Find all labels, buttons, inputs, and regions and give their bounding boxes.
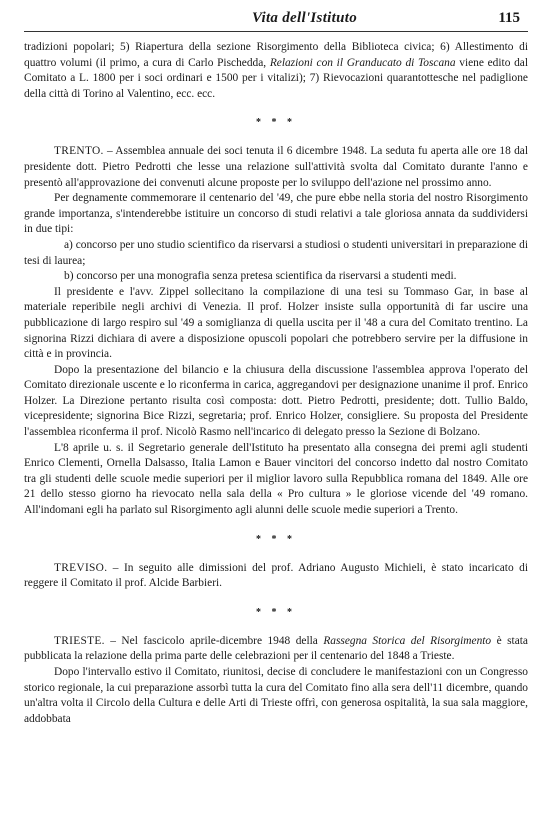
trento-paragraph-2: Per degnamente commemorare il centenario del '49, che pure ebbe nella storia del nostro Risorgimento grande importanza, s'intenderebbe istituire un concorso di studi relativi a tale gloriosa annata da suddividersi in due tipi: — [24, 192, 528, 236]
intro-paragraph — [24, 40, 528, 102]
trieste-text-1b: è stata pubblicata la relazione della prima parte delle celebrazioni per il centenario del 1848 a Trieste. — [24, 634, 528, 663]
intro-italic-title: Relazioni con il Granducato di Toscana — [269, 56, 456, 69]
trieste-paragraph-1 — [24, 634, 528, 665]
section-separator: * * * — [256, 533, 296, 545]
section-trieste — [24, 634, 528, 728]
treviso-text: – In seguito alle dimissioni del prof. Adriano Augusto Michieli, è stato incaricato di reggere il Comitato il prof. Alcide Barbieri. — [24, 561, 528, 590]
trieste-heading: TRIESTE. — [54, 634, 105, 647]
trieste-italic-title: Rassegna Storica del Risorgimento — [323, 634, 492, 647]
section-separator: * * * — [256, 117, 296, 129]
header-rule — [24, 31, 528, 32]
trento-item-a: a) concorso per uno studio scientifico da riservarsi a studiosi o studenti universitari in preparazione di tesi di laurea; — [24, 238, 528, 267]
section-separator: * * * — [256, 606, 296, 618]
intro-text-1: tradizioni popolari; 5) Riapertura della sezione Risorgimento della Biblioteca civica; 6) Allestimento di quattro volumi (il primo, a cura di Carlo Pischedda, — [24, 41, 528, 69]
trento-item-b: b) concorso per una monografia senza pretesa scientifica da riservarsi a studenti medi. — [64, 270, 457, 283]
treviso-paragraph — [24, 561, 528, 592]
treviso-heading: TREVISO. — [54, 561, 108, 574]
trento-paragraph-3: Il presidente e l'avv. Zippel sollecitano la compilazione di una tesi su Tommaso Gar, in base al materiale reperibile negli archivi di Venezia. Il prof. Holzer insiste sulla opportunità di far uscire una pubblicazione di largo respiro sul '49 a somiglianza di quella uscita per il '48 a cura del Comitato trentino. La signorina Rizzi dichiara di avere a disposizione opuscoli popolari che potrebbero servire per la diffusione in città e in provincia. — [24, 285, 528, 361]
trento-paragraph-5: L'8 aprile u. s. il Segretario generale dell'Istituto ha presentato alla consegna dei premi agli studenti Enrico Clementi, Ornella Dalsasso, Italia Lamon e Bauer vincitori del concorso indetto dal nostro Comitato tra gli studenti delle scuole medie superiori per il miglior lavoro sulla Repubblica romana del 1849. Alle ore 21 dello stesso giorno ha rievocato nella sala della « Pro cultura » le gloriose vicende del '49 romano. All'indomani egli ha parlato sul Risorgimento agli alunni delle scuole medie superiori a Trento. — [24, 441, 528, 517]
running-header — [24, 0, 528, 36]
section-trento — [24, 144, 528, 518]
intro-text-2: viene edito dal Comitato a L. 1800 per i soci ordinari e 1500 per i vitalizi); 7) Rievocazioni quarantottesche nel padiglione della città di Torino al Valentino, ecc. ecc. — [24, 56, 529, 100]
trento-text-1: – Assemblea annuale dei soci tenuta il 6 dicembre 1948. La seduta fu aperta alle ore 18 dal presidente dott. Pietro Pedrotti che lesse una relazione sull'attività svolta dal Comitato durante l'anno e presentò all'approvazione dei convenuti alcune proposte per lo sviluppo dell'azione nel prossimo anno. — [24, 145, 528, 189]
trento-paragraph-1 — [24, 144, 528, 191]
trieste-paragraph-2: Dopo l'intervallo estivo il Comitato, riunitosi, decise di concludere le manifestazioni con un Congresso storico regionale, la cui preparazione assorbì tutta la cura del Comitato fino alla sera dell'11 dicembre, quando un'altra volta il Circolo della Cultura e delle Arti di Trieste offrì, con generosa ospitalità, la sua sala maggiore, addobbata — [24, 666, 528, 725]
section-treviso — [24, 561, 528, 592]
trieste-text-1a: – Nel fascicolo aprile-dicembre 1948 della — [104, 634, 324, 647]
trento-paragraph-4: Dopo la presentazione del bilancio e la chiusura della discussione l'assemblea approva l'operato del Comitato direzionale uscente e lo riconferma in carica, aggregandovi per designazione unanime il prof. Enrico Holzer. La Direzione pertanto risulta così composta: dott. Pietro Pedrotti, presidente; dott. Tullio Baldo, vicepresidente; signorina Bice Rizzi, segretaria; prof. Enrico Holzer, consigliere. Su proposta del Presidente l'assemblea riconferma il prof. Nicolò Rasmo nell'incarico di delegato presso la Sezione di Bolzano. — [24, 363, 528, 439]
trento-heading: TRENTO. — [54, 145, 104, 158]
page-number: 115 — [498, 10, 520, 26]
body-text — [24, 40, 528, 727]
running-title: Vita dell'Istituto — [252, 10, 358, 26]
